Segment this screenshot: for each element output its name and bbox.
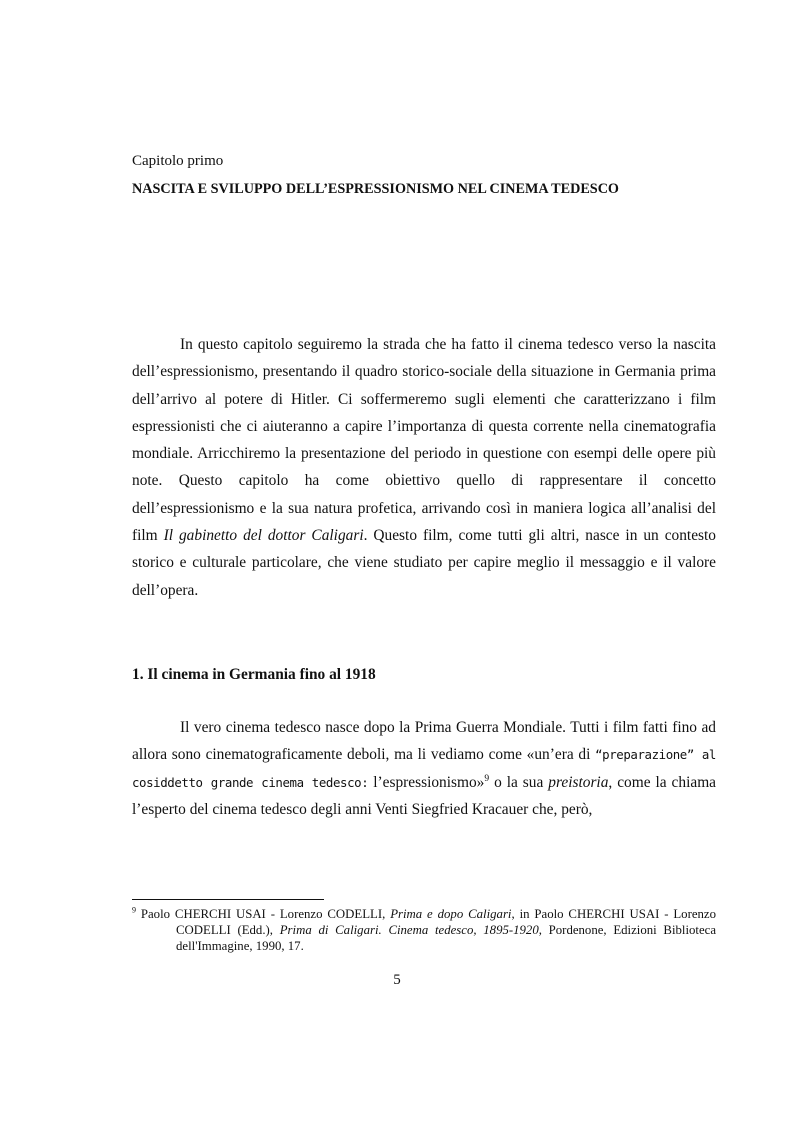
intro-paragraph: [132, 331, 716, 604]
footnote-text: Paolo CHERCHI USAI - Lorenzo CODELLI,: [136, 907, 391, 921]
footnote-reference[interactable]: 9: [484, 773, 490, 784]
section-paragraph: [132, 714, 716, 823]
quote-fragment: “preparazione” al cosiddetto grande cinema tedesco:: [132, 747, 716, 790]
footnote-text-3: , Pordenone, Edizioni Biblioteca dell'Immagine, 1990, 17.: [176, 923, 716, 953]
section-heading: 1. Il cinema in Germania fino al 1918: [132, 666, 376, 683]
section-text-2: l’espressionismo»: [368, 773, 485, 791]
chapter-label: Capitolo primo: [132, 153, 224, 169]
footnote-title-1: Prima e dopo Caligari: [390, 907, 512, 921]
intro-paragraph-block: [132, 331, 716, 604]
page-number: 5: [393, 972, 401, 988]
section-text-3: o la sua: [489, 773, 549, 791]
section-text-4: , come la chiama l’esperto del cinema tedesco degli anni Venti Siegfried Kracauer che, però,: [132, 773, 716, 818]
intro-text: In questo capitolo seguiremo la strada che ha fatto il cinema tedesco verso la nascita dell’espressionismo, presentando il quadro storico-sociale della situazione in Germania prima dell’arrivo al potere di Hitler. Ci soffermeremo sugli elementi che caratterizzano i film espressionisti che ci aiuteranno a capire l’importanza di questa corrente nella cinematografia mondiale. Arricchiremo la presentazione del periodo in questione con esempi delle opere più note. Questo capitolo ha come obiettivo quello di rappresentare il concetto dell’espressionismo e la sua natura profetica, arrivando così in maniera logica all’analisi del film: [132, 336, 716, 545]
film-title: Il gabinetto del dottor Caligari: [163, 527, 364, 545]
section-paragraph-block: [132, 714, 716, 823]
section-text: Il vero cinema tedesco nasce dopo la Prima Guerra Mondiale. Tutti i film fatti fino ad allora sono cinematograficamente deboli, ma li vediamo come «un’era di: [132, 719, 716, 764]
chapter-title: NASCITA E SVILUPPO DELL’ESPRESSIONISMO NEL CINEMA TEDESCO: [132, 181, 619, 197]
footnote-number: 9: [132, 905, 136, 915]
footnote: [132, 906, 716, 954]
italic-term: preistoria: [548, 773, 609, 791]
footnote-divider: [132, 899, 324, 900]
footnote-title-2: Prima di Caligari. Cinema tedesco, 1895-1920: [279, 923, 539, 937]
intro-text-continued: . Questo film, come tutti gli altri, nasce in un contesto storico e culturale particolare, che viene studiato per capire meglio il messaggio e il valore dell’opera.: [132, 527, 717, 599]
footnote-text-2: , in Paolo CHERCHI USAI - Lorenzo CODELLI (Edd.),: [176, 907, 717, 937]
